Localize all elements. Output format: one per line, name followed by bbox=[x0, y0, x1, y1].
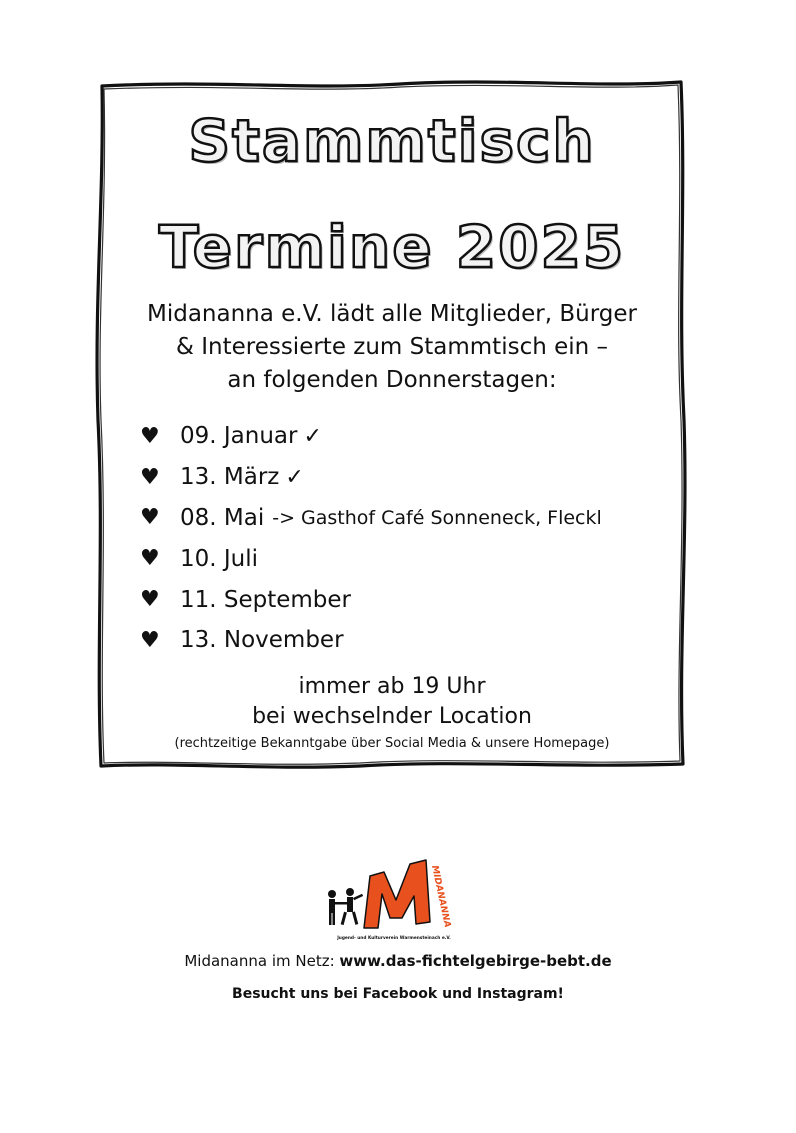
date-item-september bbox=[140, 579, 602, 620]
notice-line: (rechtzeitige Bekanntgabe über Social Media & unsere Homepage) bbox=[174, 736, 610, 751]
date-text: 10. Juli bbox=[180, 545, 259, 572]
midananna-logo bbox=[318, 852, 470, 944]
date-item-november bbox=[140, 620, 602, 661]
svg-text:MIDANANNA: MIDANANNA bbox=[429, 864, 453, 929]
social-line: Besucht uns bei Facebook und Instagram! bbox=[232, 986, 564, 1002]
heart-icon: ♥ bbox=[140, 627, 160, 653]
date-text: 13. März bbox=[180, 464, 280, 491]
intro-line: an folgenden Donnerstagen: bbox=[227, 367, 557, 393]
net-line bbox=[0, 952, 796, 970]
location-text: Gasthof Café Sonneneck, Fleckl bbox=[301, 506, 602, 529]
heart-icon: ♥ bbox=[140, 505, 160, 531]
date-text: 11. September bbox=[180, 586, 352, 613]
heart-icon: ♥ bbox=[140, 423, 160, 449]
arrow-text: -> bbox=[272, 506, 295, 529]
date-list bbox=[140, 416, 602, 661]
intro-line: Midananna e.V. lädt alle Mitglieder, Bürger bbox=[147, 301, 637, 327]
venue-line: bei wechselnder Location bbox=[252, 704, 532, 729]
heart-icon: ♥ bbox=[140, 464, 160, 490]
logo-subtitle: Jugend- und Kulturverein Warmensteinach e.V. bbox=[337, 936, 451, 941]
heart-icon: ♥ bbox=[140, 546, 160, 572]
website-link[interactable]: www.das-fichtelgebirge-bebt.de bbox=[339, 952, 612, 970]
intro-line: & Interessierte zum Stammtisch ein – bbox=[175, 334, 609, 360]
check-icon: ✓ bbox=[285, 464, 304, 490]
time-line: immer ab 19 Uhr bbox=[298, 674, 486, 699]
poster-title-line2: Termine 2025 bbox=[158, 213, 626, 281]
date-item-maerz bbox=[140, 457, 602, 498]
net-label: Midananna im Netz: bbox=[184, 952, 340, 970]
date-text: 08. Mai bbox=[180, 504, 265, 531]
heart-icon: ♥ bbox=[140, 587, 160, 613]
check-icon: ✓ bbox=[303, 423, 322, 449]
date-text: 13. November bbox=[180, 627, 344, 654]
date-text: 09. Januar bbox=[180, 423, 298, 450]
date-item-januar bbox=[140, 416, 602, 457]
figures-icon bbox=[328, 888, 363, 925]
poster-title-line1: Stammtisch bbox=[188, 107, 596, 175]
date-item-mai bbox=[140, 498, 602, 539]
date-item-juli bbox=[140, 538, 602, 579]
